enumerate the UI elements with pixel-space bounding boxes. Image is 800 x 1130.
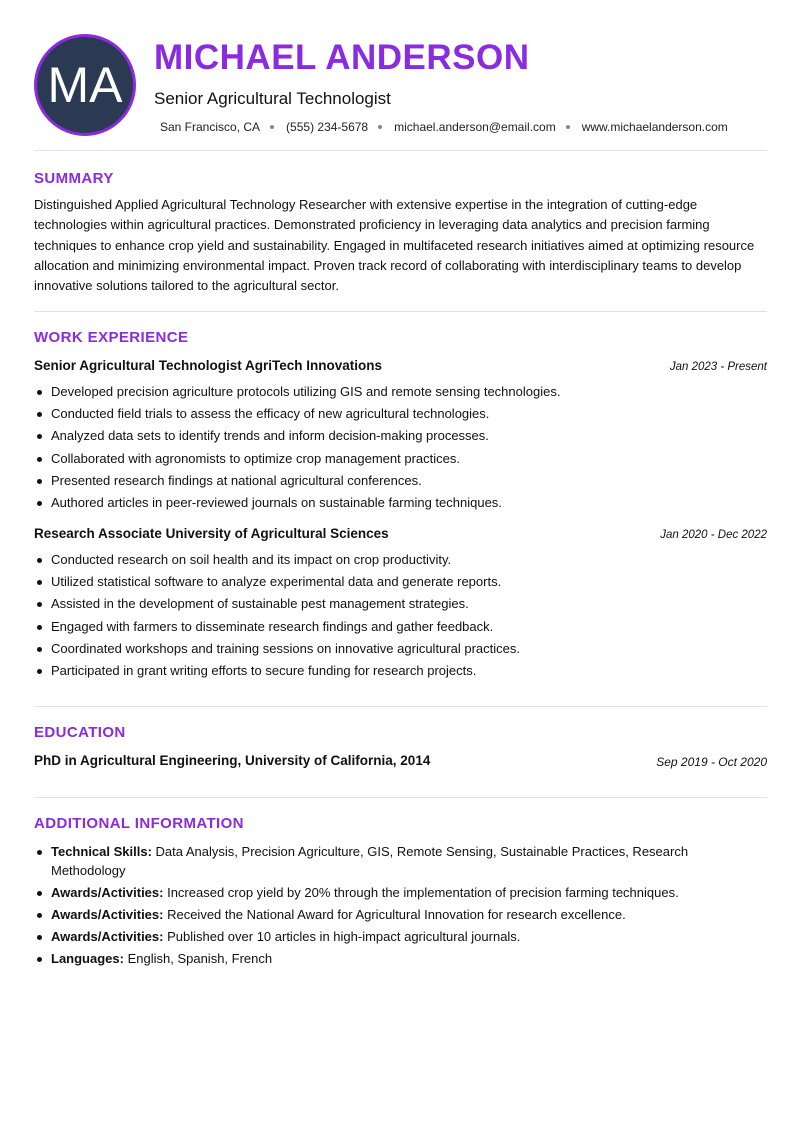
- divider: [34, 797, 767, 798]
- section-title-education: EDUCATION: [34, 724, 126, 741]
- divider: [34, 150, 767, 151]
- list-item: Engaged with farmers to disseminate research findings and gather feedback.: [34, 619, 769, 641]
- summary-text: Distinguished Applied Agricultural Technology Researcher with extensive expertise in the integration of cutting-edge technologies within agricultural practices. Demonstrated proficiency in leveraging data analytics and precision farming techniques to enhance crop yield and sustainability. Engaged in multifaceted research initiatives aimed at optimizing resource allocation and minimizing environmental impact. Proven track record of collaborating with interdisciplinary teams to develop innovative solutions tailored to the agricultural sector.: [34, 197, 755, 294]
- contact-row: [160, 120, 728, 134]
- list-item: Authored articles in peer-reviewed journals on sustainable farming techniques.: [34, 495, 769, 517]
- contact-separator: [566, 125, 570, 129]
- list-item: Collaborated with agronomists to optimize crop management practices.: [34, 451, 769, 473]
- list-item: Analyzed data sets to identify trends and inform decision-making processes.: [34, 428, 769, 450]
- education-degree: PhD in Agricultural Engineering, University of California, 2014: [34, 753, 431, 768]
- item-text: Data Analysis, Precision Agriculture, GIS, Remote Sensing, Sustainable Practices, Research Methodology: [51, 844, 689, 878]
- item-text: Increased crop yield by 20% through the implementation of precision farming techniques.: [163, 884, 679, 900]
- candidate-name: MICHAEL ANDERSON: [154, 38, 530, 77]
- job-bullets: [34, 552, 769, 685]
- list-item: [34, 950, 734, 969]
- job-dates: Jan 2020 - Dec 2022: [660, 529, 767, 541]
- item-label: Awards/Activities:: [51, 906, 164, 922]
- list-item: Utilized statistical software to analyze experimental data and generate reports.: [34, 574, 769, 596]
- section-title-additional-information: ADDITIONAL INFORMATION: [34, 815, 244, 832]
- divider: [34, 311, 767, 312]
- avatar: [34, 34, 136, 136]
- item-label: Awards/Activities:: [51, 884, 164, 900]
- item-text: English, Spanish, French: [123, 950, 273, 966]
- item-text: Published over 10 articles in high-impact agricultural journals.: [163, 928, 521, 944]
- list-item: [34, 906, 734, 925]
- contact-phone: (555) 234-5678: [286, 120, 369, 134]
- candidate-title: Senior Agricultural Technologist: [154, 89, 391, 108]
- list-item: [34, 928, 734, 947]
- item-text: Received the National Award for Agricultural Innovation for research excellence.: [163, 906, 626, 922]
- contact-location: San Francisco, CA: [160, 120, 261, 134]
- contact-email: michael.anderson@email.com: [394, 120, 556, 134]
- contact-separator: [270, 125, 274, 129]
- contact-website: www.michaelanderson.com: [581, 120, 728, 134]
- contact-separator: [378, 125, 382, 129]
- divider: [34, 706, 767, 707]
- item-label: Languages:: [51, 950, 124, 966]
- list-item: Developed precision agriculture protocols utilizing GIS and remote sensing technologies.: [34, 384, 769, 406]
- list-item: Coordinated workshops and training sessions on innovative agricultural practices.: [34, 641, 769, 663]
- item-label: Technical Skills:: [51, 844, 152, 859]
- list-item: Presented research findings at national agricultural conferences.: [34, 473, 769, 495]
- additional-info-list: [34, 843, 734, 972]
- section-title-work-experience: WORK EXPERIENCE: [34, 329, 189, 346]
- list-item: Assisted in the development of sustainable pest management strategies.: [34, 596, 769, 618]
- job-title-line: Senior Agricultural Technologist AgriTech Innovations: [34, 358, 383, 373]
- item-label: Awards/Activities:: [51, 928, 164, 944]
- list-item: [34, 843, 734, 880]
- resume-header: [0, 0, 800, 151]
- avatar-initials: MA: [47, 57, 123, 113]
- list-item: Participated in grant writing efforts to secure funding for research projects.: [34, 663, 769, 685]
- job-dates: Jan 2023 - Present: [669, 361, 767, 373]
- job-title-line: Research Associate University of Agricultural Sciences: [34, 526, 389, 541]
- list-item: Conducted research on soil health and its impact on crop productivity.: [34, 552, 769, 574]
- list-item: [34, 884, 734, 903]
- section-title-summary: SUMMARY: [34, 170, 114, 187]
- job-bullets: [34, 384, 769, 517]
- education-dates: Sep 2019 - Oct 2020: [656, 755, 767, 769]
- list-item: Conducted field trials to assess the efficacy of new agricultural technologies.: [34, 406, 769, 428]
